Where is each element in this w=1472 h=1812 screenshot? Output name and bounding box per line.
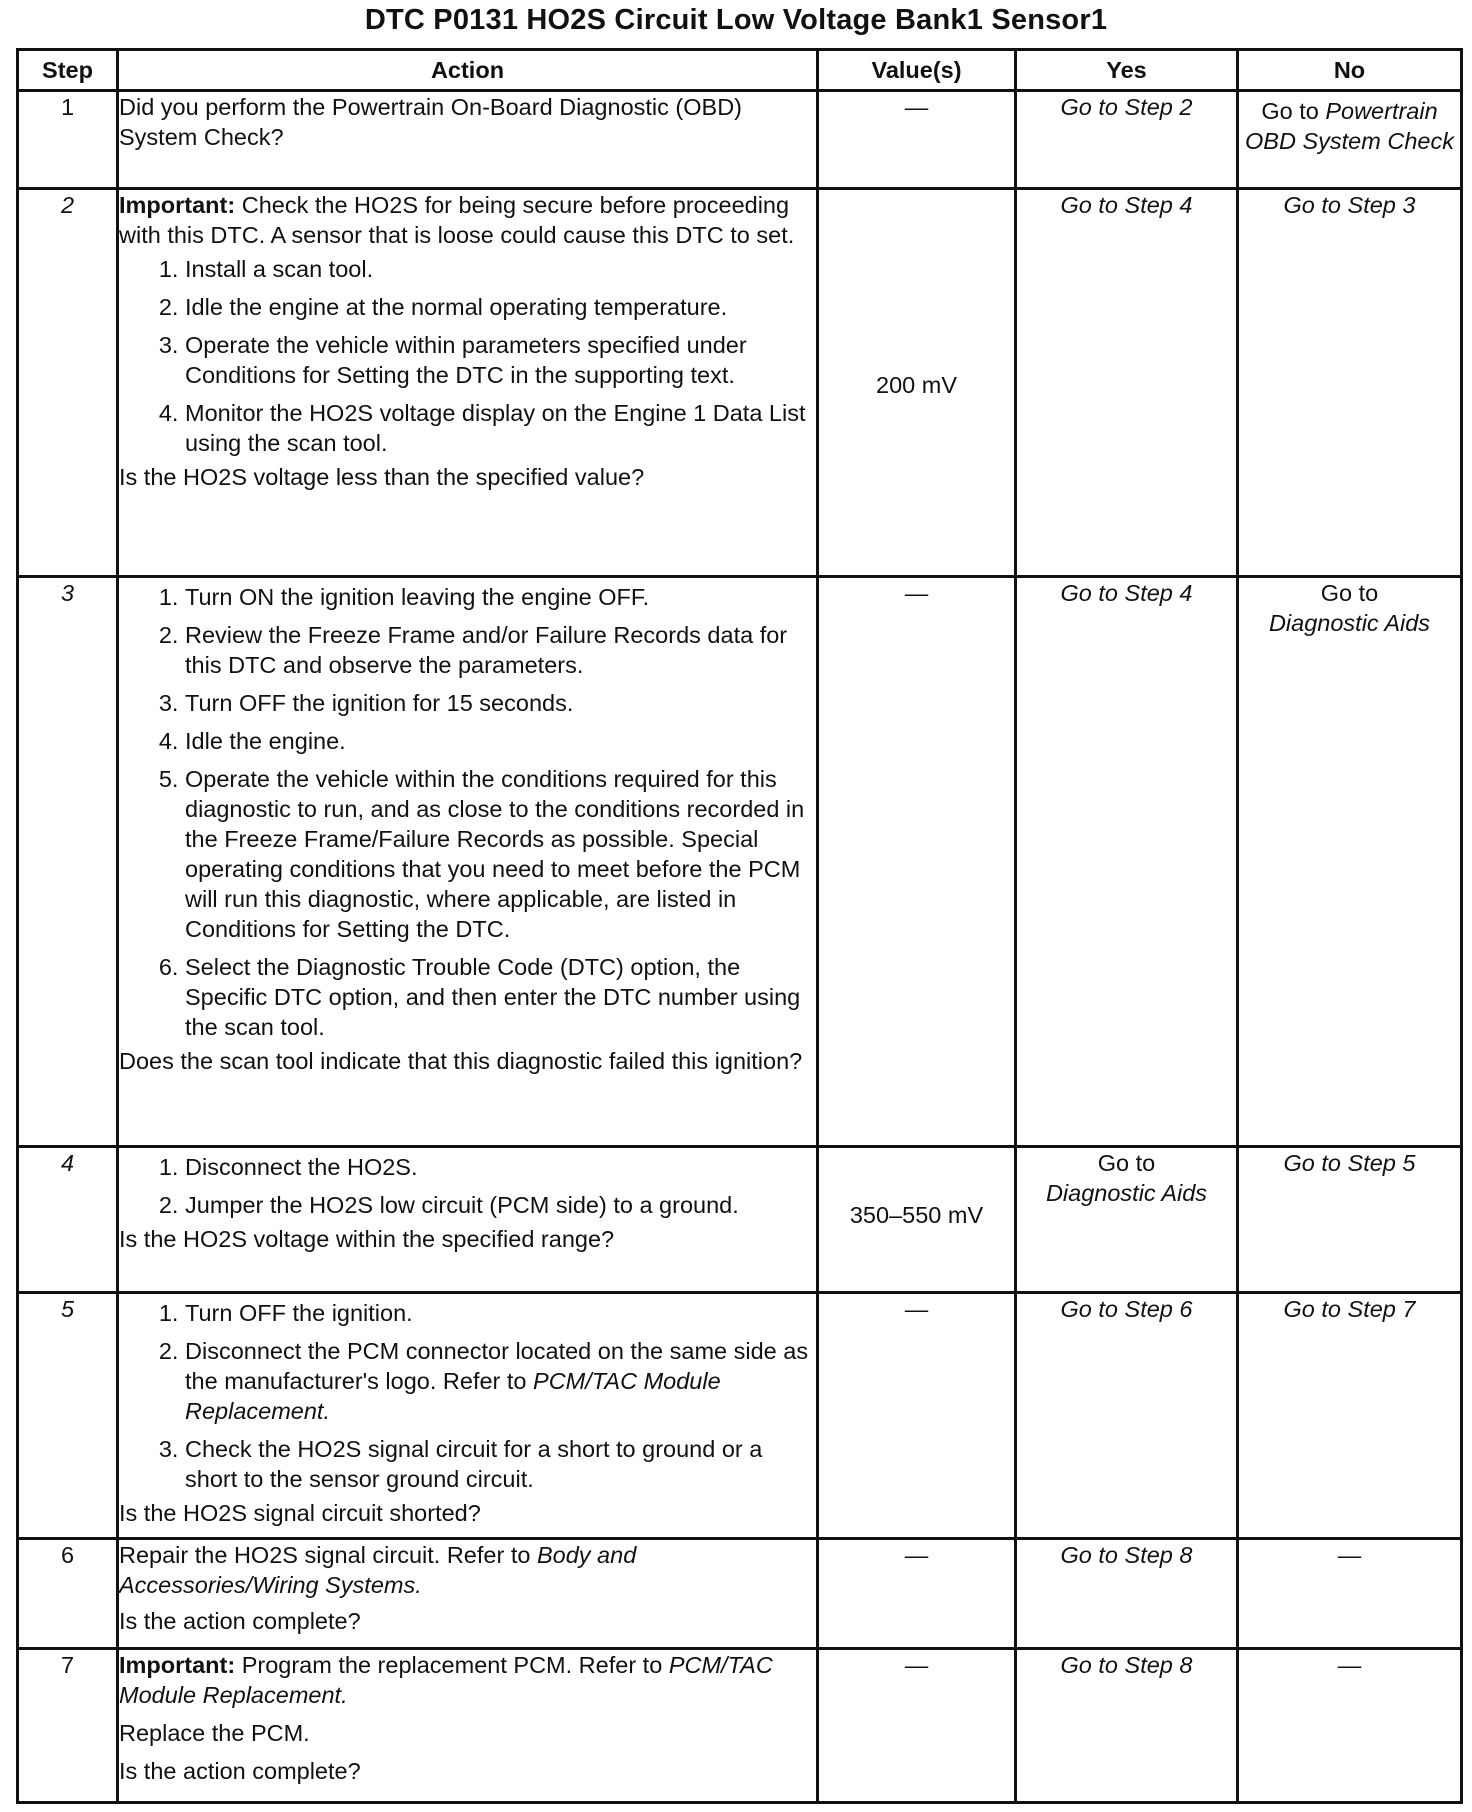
important-note: [119, 190, 816, 250]
important-text: Program the replacement PCM. Refer to: [241, 1652, 663, 1678]
value-cell: —: [818, 577, 1016, 1147]
list-item: 3. Check the HO2S signal circuit for a short to ground or a short to the sensor ground circuit.: [185, 1434, 816, 1494]
table-row-step-6: [18, 1539, 1462, 1649]
list-item: 2. Idle the engine at the normal operating temperature.: [185, 292, 816, 322]
step-number: 1: [18, 91, 118, 189]
no-prefix: Go to: [1320, 580, 1379, 606]
question-text: Is the HO2S voltage less than the specified value?: [119, 464, 645, 490]
list-item: [185, 1336, 816, 1426]
question-text: Does the scan tool indicate that this diagnostic failed this ignition?: [119, 1048, 803, 1074]
question-text: Is the HO2S voltage within the specified range?: [119, 1226, 615, 1252]
step-number: 6: [18, 1539, 118, 1649]
table-row-step-2: [18, 189, 1462, 577]
yes-prefix: Go to: [1097, 1150, 1156, 1176]
list-item: 5. Operate the vehicle within the conditions required for this diagnostic to run, and as close to the conditions recorded in the Freeze Frame/Failure Records as possible. Special operating conditions that you need to meet before the PCM will run this diagnostic, where applicable, are listed in Conditions for Setting the DTC.: [185, 764, 816, 944]
no-cell: Go to Step 3: [1238, 189, 1462, 577]
no-prefix: Go to: [1261, 98, 1319, 124]
no-cell: [1238, 577, 1462, 1147]
list-item: 1. Install a scan tool.: [185, 254, 816, 284]
table-row-step-7: [18, 1649, 1462, 1803]
header-action: Action: [118, 50, 818, 91]
question-text: Is the action complete?: [119, 1758, 361, 1784]
step-number: 4: [18, 1147, 118, 1293]
yes-cell: Go to Step 4: [1016, 189, 1238, 577]
action-cell: [118, 1293, 818, 1539]
no-reference: Diagnostic Aids: [1268, 610, 1431, 636]
action-instruction: Repair the HO2S signal circuit. Refer to: [119, 1542, 531, 1568]
value-cell: —: [818, 91, 1016, 189]
table-row-step-5: [18, 1293, 1462, 1539]
list-item: 1. Turn OFF the ignition.: [185, 1298, 816, 1328]
value-cell: 200 mV: [818, 189, 1016, 577]
list-item-text: Disconnect the PCM connector located on the same side as the manufacturer's logo. Refer to: [185, 1338, 809, 1394]
list-item: 1. Disconnect the HO2S.: [185, 1152, 816, 1182]
important-text: Check the HO2S for being secure before proceeding with this DTC. A sensor that is loose could cause this DTC to set.: [119, 192, 795, 248]
important-note: [119, 1650, 816, 1710]
important-label: Important:: [119, 192, 236, 218]
action-text: Did you perform the Powertrain On-Board Diagnostic (OBD) System Check?: [119, 94, 742, 150]
list-item: 4. Monitor the HO2S voltage display on the Engine 1 Data List using the scan tool.: [185, 398, 816, 458]
table-row-step-3: [18, 577, 1462, 1147]
yes-cell: Go to Step 4: [1016, 577, 1238, 1147]
procedure-list: [119, 1298, 816, 1494]
action-cell: [118, 189, 818, 577]
header-yes: Yes: [1016, 50, 1238, 91]
yes-cell: [1016, 1147, 1238, 1293]
list-item: 6. Select the Diagnostic Trouble Code (DTC) option, the Specific DTC option, and then enter the DTC number using the scan tool.: [185, 952, 816, 1042]
step-number: 2: [18, 189, 118, 577]
no-cell: —: [1238, 1649, 1462, 1803]
list-item: 3. Turn OFF the ignition for 15 seconds.: [185, 688, 816, 718]
action-text: [119, 1540, 816, 1600]
list-item: 3. Operate the vehicle within parameters specified under Conditions for Setting the DTC in the supporting text.: [185, 330, 816, 390]
page-title: DTC P0131 HO2S Circuit Low Voltage Bank1 Sensor1: [364, 4, 1108, 36]
table-header-row: [18, 50, 1462, 91]
procedure-list: [119, 1152, 816, 1220]
value-cell: —: [818, 1293, 1016, 1539]
list-item-reference: PCM/TAC Module Replacement.: [185, 1368, 721, 1424]
header-values: Value(s): [818, 50, 1016, 91]
header-no: No: [1238, 50, 1462, 91]
yes-cell: Go to Step 6: [1016, 1293, 1238, 1539]
diagnostic-table: [16, 48, 1463, 1804]
no-cell: Go to Step 5: [1238, 1147, 1462, 1293]
table-row-step-1: [18, 91, 1462, 189]
list-item: 1. Turn ON the ignition leaving the engine OFF.: [185, 582, 816, 612]
action-cell: [118, 91, 818, 189]
action-cell: [118, 1649, 818, 1803]
header-step: Step: [18, 50, 118, 91]
yes-reference: Diagnostic Aids: [1045, 1180, 1208, 1206]
no-reference: Powertrain OBD System Check: [1245, 98, 1454, 154]
value-cell: 350–550 mV: [818, 1147, 1016, 1293]
list-item: 2. Review the Freeze Frame and/or Failure Records data for this DTC and observe the parameters.: [185, 620, 816, 680]
step-number: 7: [18, 1649, 118, 1803]
important-reference: PCM/TAC Module Replacement.: [119, 1652, 773, 1708]
table-row-step-4: [18, 1147, 1462, 1293]
yes-cell: Go to Step 8: [1016, 1539, 1238, 1649]
step-number: 5: [18, 1293, 118, 1539]
value-cell: —: [818, 1539, 1016, 1649]
procedure-list: [119, 254, 816, 458]
list-item: 4. Idle the engine.: [185, 726, 816, 756]
yes-cell: Go to Step 8: [1016, 1649, 1238, 1803]
no-cell: [1238, 91, 1462, 189]
procedure-list: [119, 582, 816, 1042]
action-cell: [118, 1147, 818, 1293]
action-text: Replace the PCM.: [119, 1720, 310, 1746]
question-text: Is the HO2S signal circuit shorted?: [119, 1500, 481, 1526]
no-cell: Go to Step 7: [1238, 1293, 1462, 1539]
list-item: 2. Jumper the HO2S low circuit (PCM side) to a ground.: [185, 1190, 816, 1220]
yes-cell: Go to Step 2: [1016, 91, 1238, 189]
action-cell: [118, 577, 818, 1147]
important-label: Important:: [119, 1652, 236, 1678]
action-reference: Body and Accessories/Wiring Systems.: [119, 1542, 637, 1598]
value-cell: —: [818, 1649, 1016, 1803]
no-cell: —: [1238, 1539, 1462, 1649]
action-cell: [118, 1539, 818, 1649]
question-text: Is the action complete?: [119, 1608, 361, 1634]
step-number: 3: [18, 577, 118, 1147]
